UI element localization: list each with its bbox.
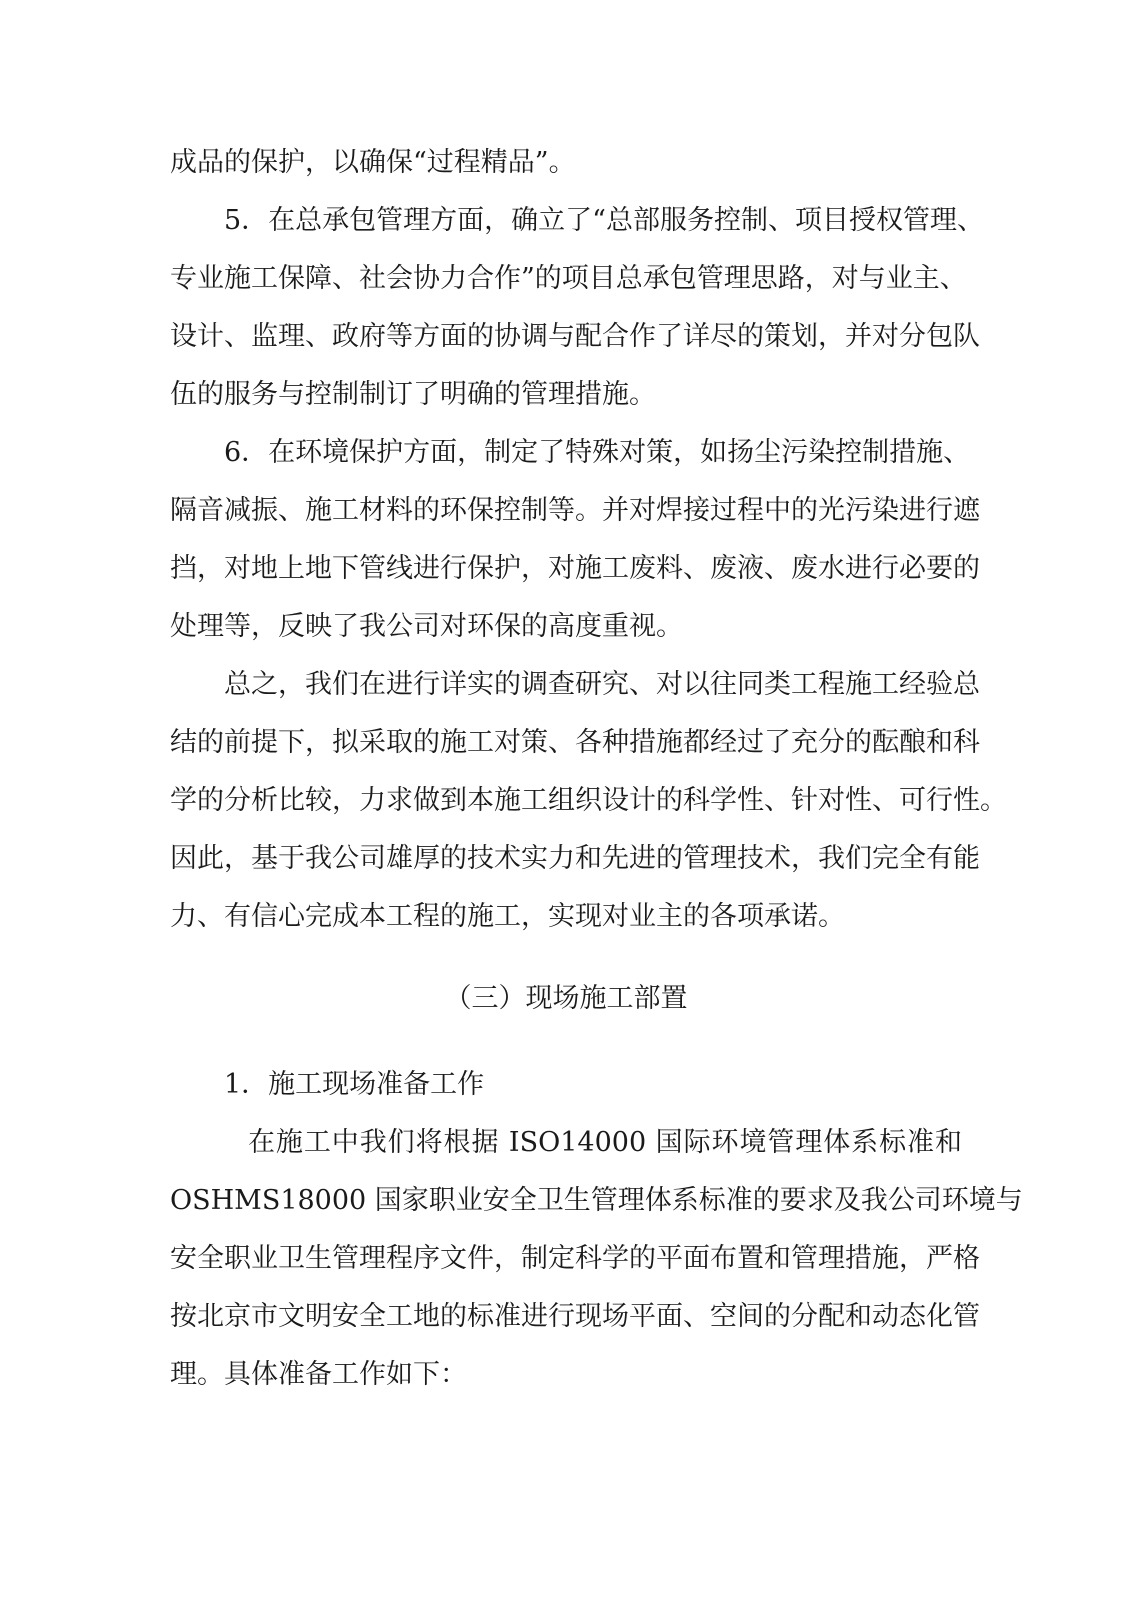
body-line: 处理等，反映了我公司对环保的高度重视。: [170, 611, 683, 642]
summary-line: 总之，我们在进行详实的调查研究、对以往同类工程施工经验总: [224, 669, 980, 700]
body-line: 力、有信心完成本工程的施工，实现对业主的各项承诺。: [170, 901, 845, 932]
body-line: 成品的保护，以确保“过程精品”。: [170, 147, 576, 178]
body-line: 安全职业卫生管理程序文件，制定科学的平面布置和管理措施，严格: [170, 1243, 980, 1274]
body-line: 在施工中我们将根据 ISO14000 国际环境管理体系标准和: [248, 1127, 962, 1158]
body-line: 设计、监理、政府等方面的协调与配合作了详尽的策划，并对分包队: [170, 321, 980, 352]
body-line: 因此，基于我公司雄厚的技术实力和先进的管理技术，我们完全有能: [170, 843, 980, 874]
body-line: 理。具体准备工作如下：: [170, 1359, 467, 1390]
body-line: 学的分析比较，力求做到本施工组织设计的科学性、针对性、可行性。: [170, 785, 1007, 816]
section-heading: （三）现场施工部置: [444, 983, 688, 1014]
body-line: 挡，对地上地下管线进行保护，对施工废料、废液、废水进行必要的: [170, 553, 980, 584]
subsection-heading: 1．施工现场准备工作: [224, 1069, 485, 1100]
body-line: 伍的服务与控制制订了明确的管理措施。: [170, 379, 656, 410]
item-6-line: 6．在环境保护方面，制定了特殊对策，如扬尘污染控制措施、: [224, 437, 971, 468]
item-5-line: 5．在总承包管理方面，确立了“总部服务控制、项目授权管理、: [224, 205, 984, 236]
body-line: 按北京市文明安全工地的标准进行现场平面、空间的分配和动态化管: [170, 1301, 980, 1332]
body-line: 专业施工保障、社会协力合作”的项目总承包管理思路，对与业主、: [170, 263, 967, 294]
body-line: OSHMS18000 国家职业安全卫生管理体系标准的要求及我公司环境与: [170, 1185, 1023, 1216]
body-line: 隔音减振、施工材料的环保控制等。并对焊接过程中的光污染进行遮: [170, 495, 980, 526]
body-line: 结的前提下，拟采取的施工对策、各种措施都经过了充分的酝酿和科: [170, 727, 980, 758]
